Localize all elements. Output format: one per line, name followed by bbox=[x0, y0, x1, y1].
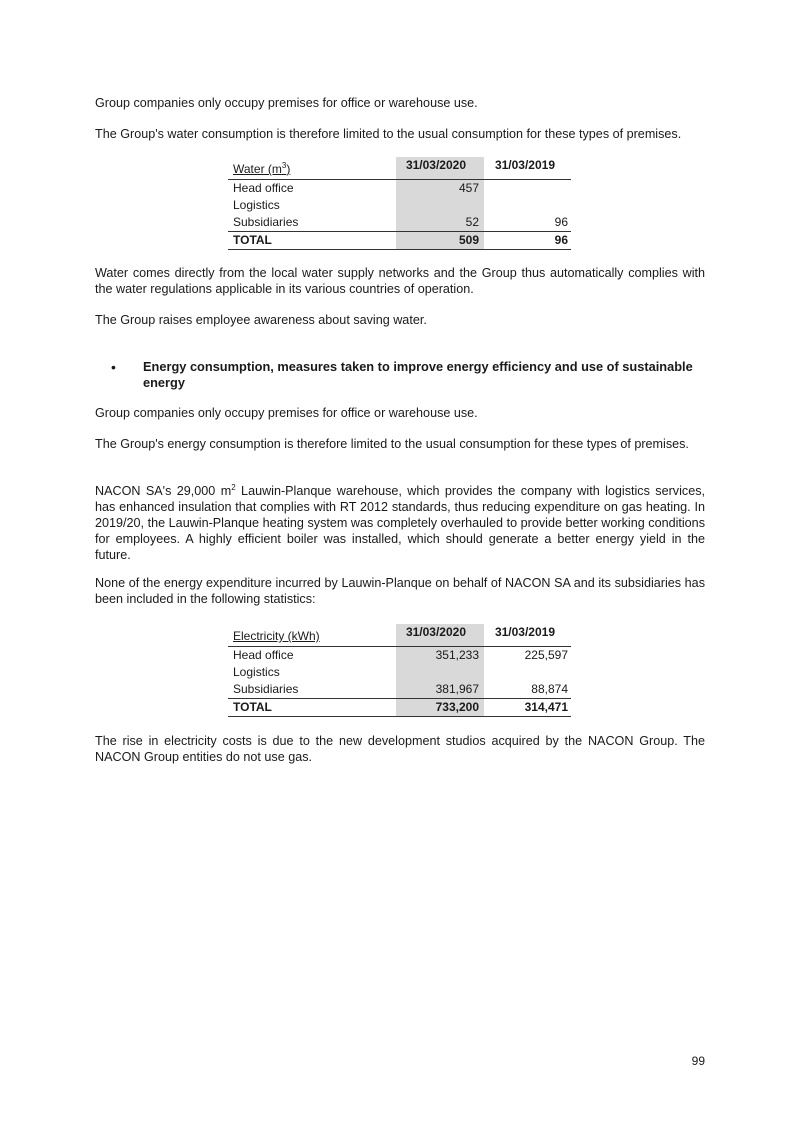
paragraph-warehouse: NACON SA's 29,000 $m^2$ Lauwin-Planque warehouse, which provides the company with logistics services, has enhanced insulation that complies with RT 2012 standards, thus reducing expenditure on gas heating. In 2019/20, the Lauwin-Planque heating system was completely overhauled to provide better working conditions for employees. A highly efficient boiler was installed, which should generate a better energy yield in the future. bbox=[95, 482, 705, 562]
paragraph-statistics-note: None of the energy expenditure incurred by Lauwin-Planque on behalf of NACON SA and its subsidiaries has been included in the following statistics: bbox=[95, 576, 705, 606]
table-row: Logistics bbox=[233, 665, 280, 679]
header-col-2020: 31/03/2020 bbox=[405, 158, 466, 172]
paragraph-electricity-rise: The rise in electricity costs is due to the new development studios acquired by the NACON Group. The NACON Group entities do not use gas. bbox=[95, 734, 705, 764]
table-row: Logistics bbox=[233, 198, 280, 212]
header-col-2019: 31/03/2019 bbox=[494, 625, 555, 639]
table-row: Subsidiaries 381,967 88,874 bbox=[233, 682, 568, 696]
bottom-divider bbox=[228, 249, 571, 250]
table-header bbox=[228, 157, 571, 174]
table-header bbox=[228, 624, 571, 641]
header-col-2019: 31/03/2019 bbox=[494, 158, 555, 172]
table-row: Head office 351,233 225,597 bbox=[233, 648, 568, 662]
page-number: 99 bbox=[691, 1054, 705, 1068]
electricity-table bbox=[228, 624, 571, 717]
paragraph-premises-use: Group companies only occupy premises for office or warehouse use. bbox=[95, 96, 478, 110]
total-row: TOTAL 733,200 314,471 bbox=[233, 700, 568, 714]
total-row: TOTAL 509 96 bbox=[233, 233, 568, 247]
bullet-marker: • bbox=[111, 359, 116, 375]
header-col-2020: 31/03/2020 bbox=[405, 625, 466, 639]
table-row: Head office 457 bbox=[233, 181, 479, 195]
paragraph-premises-use-2: Group companies only occupy premises for office or warehouse use. bbox=[95, 406, 478, 420]
header-label: Water $(m^3)$ bbox=[233, 161, 291, 176]
header-label: Electricity (kWh) bbox=[233, 629, 320, 643]
paragraph-water-consumption: The Group's water consumption is therefore limited to the usual consumption for these types of premises. bbox=[95, 127, 682, 141]
table-row: Subsidiaries 52 96 bbox=[233, 215, 568, 229]
paragraph-water-supply: Water comes directly from the local water supply networks and the Group thus automatically complies with the water regulations applicable in its various countries of operation. bbox=[95, 266, 705, 296]
paragraph-energy-consumption: The Group's energy consumption is therefore limited to the usual consumption for these types of premises. bbox=[95, 437, 689, 451]
section-heading-energy: Energy consumption, measures taken to improve energy efficiency and use of sustainable energy bbox=[143, 359, 693, 390]
paragraph-water-awareness: The Group raises employee awareness about saving water. bbox=[95, 313, 427, 327]
bottom-divider bbox=[228, 716, 571, 717]
water-table bbox=[228, 157, 571, 250]
